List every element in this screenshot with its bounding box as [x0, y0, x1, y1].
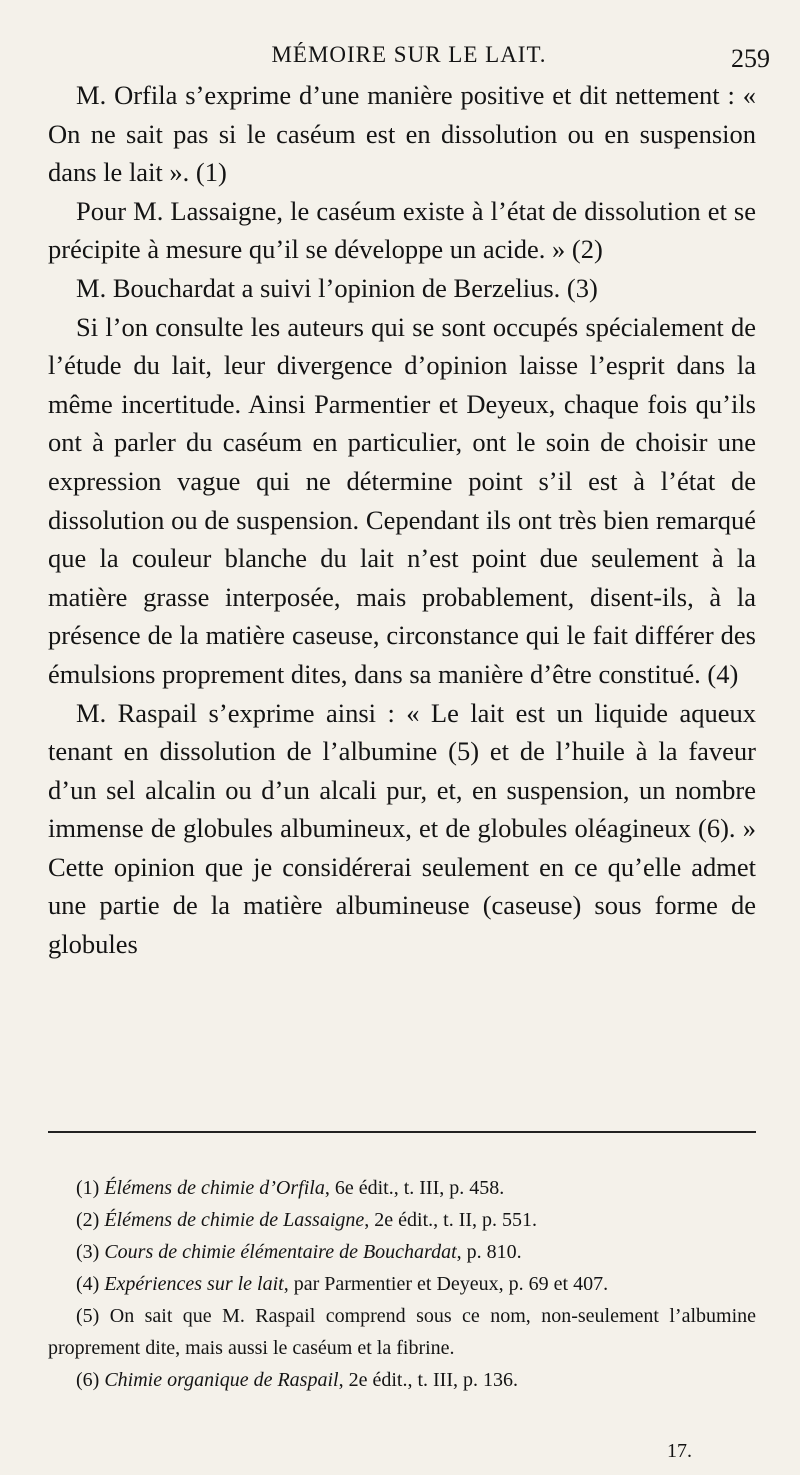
footnote: (1) Élémens de chimie d’Orfila, 6e édit., t. III, p. 458. — [76, 1177, 505, 1199]
footnote: (2) Élémens de chimie de Lassaigne, 2e édit., t. II, p. 551. — [76, 1209, 538, 1231]
paragraph: M. Bouchardat a suivi l’opinion de Berzelius. (3) — [76, 272, 598, 303]
footnote-divider — [48, 1131, 756, 1133]
paragraph: M. Orfila s’exprime d’une manière positive et dit nettement : « On ne sait pas si le caséum est en dissolution ou en suspension dans le lait ». (1) — [48, 80, 756, 188]
paragraph: Si l’on consulte les auteurs qui se sont occupés spécialement de l’étude du lait, leur divergence d’opinion laisse l’esprit dans la même incertitude. Ainsi Parmentier et Deyeux, chaque fois qu’ils ont à parler du caséum en particulier, ont le soin de choisir une expression vague qui ne détermine point s’il est à l’état de dissolution ou de suspension. Cependant ils ont très bien remarqué que la couleur blanche du lait n’est point due seulement à la matière grasse interposée, mais probablement, disent-ils, à la présence de la matière caseuse, circonstance qui le fait différer des émulsions proprement dites, dans sa manière d’être constitué. (4) — [48, 311, 756, 689]
page-header — [48, 40, 770, 74]
signature-mark: 17. — [667, 1440, 692, 1462]
footnote: (4) Expériences sur le lait, par Parmentier et Deyeux, p. 69 et 407. — [76, 1273, 609, 1295]
paragraph: Pour M. Lassaigne, le caséum existe à l’état de dissolution et se précipite à mesure qu’il se développe un acide. » (2) — [48, 195, 756, 265]
footnote: (6) Chimie organique de Raspail, 2e édit., t. III, p. 136. — [76, 1369, 518, 1391]
paragraph: M. Raspail s’exprime ainsi : « Le lait est un liquide aqueux tenant en dissolution de l’albumine (5) et de l’huile à la faveur d’un sel alcalin ou d’un alcali pur, et, en suspension, un nombre immense de globules albumineux, et de globules oléagineux (6). » Cette opinion que je considérerai seulement en ce qu’elle admet une partie de la matière albumineuse (caseuse) sous forme de globules — [48, 697, 756, 960]
page-number: 259 — [731, 44, 770, 73]
footnote: (5) On sait que M. Raspail comprend sous ce nom, non-seulement l’albumine proprement dite, mais aussi le caséum et la fibrine. — [48, 1305, 756, 1359]
main-text — [48, 76, 756, 964]
footnotes — [48, 1172, 756, 1396]
running-head: MÉMOIRE SUR LE LAIT. — [271, 42, 547, 67]
footnote: (3) Cours de chimie élémentaire de Bouchardat, p. 810. — [76, 1241, 522, 1263]
